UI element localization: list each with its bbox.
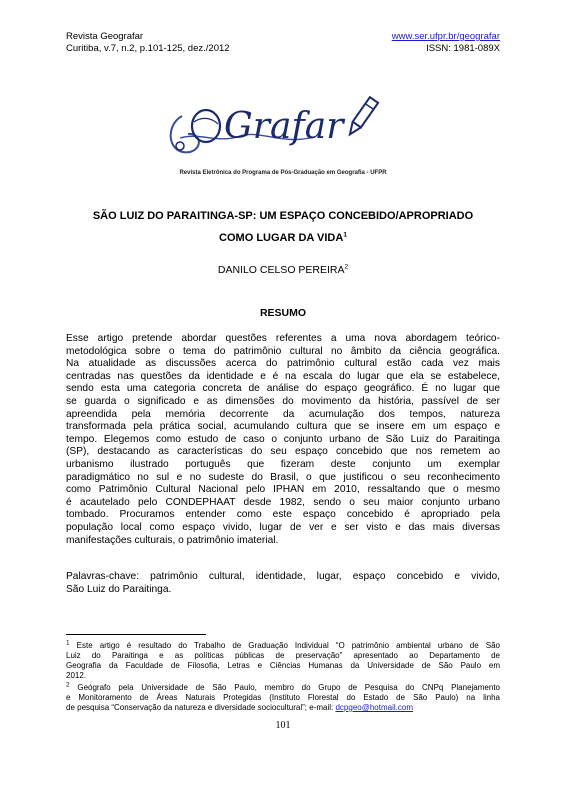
footnote-2-text: e Monitoramento de Áreas Naturais Protegidas (Instituto Florestal do Estado de São Paulo) na linha (66, 693, 500, 702)
footnote-2-mark: 2 (66, 681, 70, 689)
logo-circle (176, 142, 184, 150)
logo-wordmark: Grafar (224, 106, 344, 147)
abstract-line: é acautelado pelo CONDEPHAAT desde 1982, sendo o seu maior conjunto urbano (66, 496, 500, 508)
author-line (66, 264, 500, 276)
pen-nib-icon (346, 97, 378, 137)
journal-url-link[interactable]: www.ser.ufpr.br/geografar (391, 31, 500, 42)
logo-subtitle: Revista Eletrônica do Programa de Pós-Graduação em Geografia - UFPR (179, 170, 387, 176)
abstract-line: tempo. Elegemos como estudo de caso o conjunto urbano de São Luiz do Paraitinga (66, 433, 500, 445)
abstract-line: urbanismo ilustrado português que fizeram deste conjunto um exemplar (66, 458, 500, 470)
keywords-line: Palavras-chave: patrimônio cultural, identidade, lugar, espaço concebido e vivido, (66, 571, 500, 582)
keywords-paragraph (66, 571, 500, 596)
issn: ISSN: 1981-089X (426, 43, 500, 54)
footnote-1-text: Este artigo é resultado do Trabalho de Graduação Individual “O patrimônio ambiental urbano de São (76, 641, 500, 650)
abstract-line: manifestações culturais, o patrimônio imaterial. (66, 534, 279, 546)
article-title-line2-text: COMO LUGAR DA VIDA (219, 232, 344, 244)
page-number: 101 (275, 720, 291, 731)
logo-globe-meridian (194, 118, 218, 124)
abstract-line: Esse artigo pretende abordar questões referentes a uma nova abordagem teórico- (66, 333, 500, 344)
footnote-1-text: 2012. (66, 671, 87, 680)
footnote-2-line (66, 703, 500, 713)
footnote-1-text: Geografia da Faculdade de Filosofia, Letras e Ciências Humanas da Universidade de São Paulo em (66, 661, 500, 670)
article-title-line1: SÃO LUIZ DO PARAITINGA-SP: UM ESPAÇO CONCEBIDO/APROPRIADO (92, 210, 474, 222)
footnote-1-text: Luiz do Paraitinga e as políticas públicas de preservação” apresentado ao Departamento de (66, 651, 500, 660)
author-footnote-mark: 2 (344, 263, 349, 271)
abstract-line: transformada pela prática social, acumulando cultura que se insere em um espaço e (66, 421, 500, 433)
footnote-rule (66, 634, 206, 635)
abstract-line: Na atualidade as discussões acerca do patrimônio cultural estão cada vez mais (66, 358, 500, 370)
author-name: DANILO CELSO PEREIRA (217, 264, 345, 276)
abstract-heading: RESUMO (259, 307, 307, 319)
keywords-line: São Luiz do Paraitinga. (66, 583, 172, 595)
journal-name: Revista Geografar (66, 31, 144, 42)
abstract-line: sendo esta uma categoria concreta de análise do espaço geográfico. É no lugar que (66, 383, 500, 395)
footnote-1-line (66, 651, 500, 661)
abstract-line: apreendida pela memória decorrente da acumulação dos tempos, natureza (66, 408, 500, 420)
abstract-line: paradigmático no sul e no sudeste do Brasil, o que justificou o seu reconhecimento (66, 471, 500, 483)
abstract-line: metodológica sobre o tema do patrimônio cultural no âmbito da ciência geográfica. (66, 345, 500, 357)
citation-info: Curitiba, v.7, n.2, p.101-125, dez./2012 (66, 43, 230, 54)
footnote-1-mark: 1 (66, 639, 70, 647)
footnote-1 (66, 641, 500, 681)
footnote-1-line (66, 641, 500, 651)
footnote-2 (66, 683, 500, 713)
abstract-line: (SP), destacando as características do seu espaço concebido que nos remetem ao (66, 446, 500, 458)
footnote-1-line (66, 671, 500, 681)
title-footnote-mark: 1 (343, 231, 347, 239)
abstract-line: população local como espaço vivido, lugar de ver e ser visto e das mais diversas (66, 521, 500, 533)
abstract-line: tombado. Procuramos entender como este espaço concebido é apropriado pela (66, 509, 500, 521)
footnote-2-text: Geógrafo pela Universidade de São Paulo, membro do Grupo de Pesquisa do CNPq Planejamento (77, 683, 500, 692)
abstract-line: como Patrimônio Cultural Nacional pelo IPHAN em 2010, ressaltando que o mesmo (66, 484, 500, 496)
footnote-1-line (66, 661, 500, 671)
footnote-2-text: de pesquisa “Conservação da natureza e diversidade sociocultural”; e-mail: (66, 703, 336, 712)
article-title-line2 (66, 231, 500, 245)
author-email-link[interactable]: dcpgeo@hotmail.com (335, 703, 413, 712)
footnote-2-line (66, 683, 500, 693)
abstract-line: se guarda o significado e as dimensões do movimento da história, passível de ser (66, 395, 500, 407)
abstract-body (66, 333, 500, 547)
abstract-line: centradas nas questões da identidade e é na escala do lugar que ela se estabelece, (66, 370, 500, 382)
footnote-2-line (66, 693, 500, 703)
